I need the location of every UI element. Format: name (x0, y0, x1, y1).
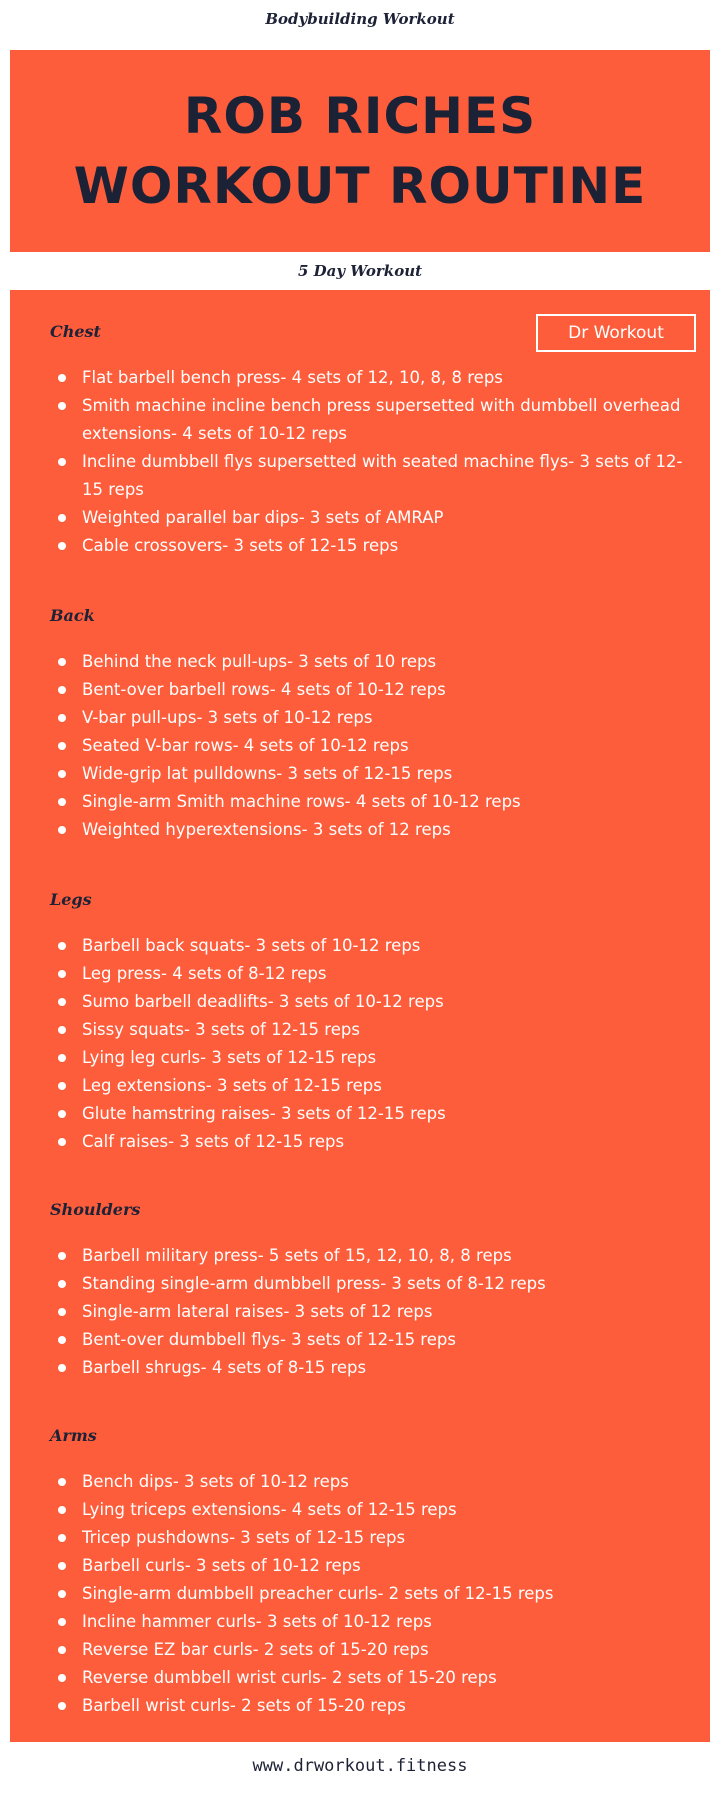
list-item (50, 1100, 690, 1128)
bullet-icon (58, 1534, 66, 1542)
exercise-list-chest (50, 364, 690, 560)
bullet-icon (58, 514, 66, 522)
section-heading-chest: Chest (50, 322, 101, 341)
section-heading-arms: Arms (50, 1426, 97, 1445)
list-item (50, 1072, 690, 1100)
list-item (50, 1692, 690, 1720)
section-heading-shoulders: Shoulders (50, 1200, 141, 1219)
bullet-icon (58, 942, 66, 950)
list-item (50, 364, 690, 392)
bullet-icon (58, 1590, 66, 1598)
exercise-list-back (50, 648, 690, 844)
list-item (50, 1354, 690, 1382)
list-item (50, 532, 690, 560)
bullet-icon (58, 714, 66, 722)
bullet-icon (58, 1280, 66, 1288)
list-item (50, 960, 690, 988)
bullet-icon (58, 1562, 66, 1570)
exercise-text: Single-arm dumbbell preacher curls- 2 sets of 12-15 reps (82, 1584, 554, 1603)
list-item (50, 732, 690, 760)
section-heading-legs: Legs (50, 890, 92, 909)
list-item (50, 704, 690, 732)
bullet-icon (58, 402, 66, 410)
bullet-icon (58, 1110, 66, 1118)
list-item (50, 676, 690, 704)
exercise-text: Bent-over barbell rows- 4 sets of 10-12 reps (82, 680, 446, 699)
title-banner (10, 50, 710, 252)
bullet-icon (58, 458, 66, 466)
list-item (50, 1496, 690, 1524)
list-item (50, 1636, 690, 1664)
exercise-list-arms (50, 1468, 690, 1720)
exercise-text: Incline dumbbell flys supersetted with seated machine flys- 3 sets of 12-15 reps (82, 452, 683, 499)
section-heading-back: Back (50, 606, 95, 625)
list-item (50, 1128, 690, 1156)
exercise-text: Lying leg curls- 3 sets of 12-15 reps (82, 1048, 377, 1067)
bullet-icon (58, 998, 66, 1006)
exercise-text: Smith machine incline bench press supersetted with dumbbell overhead extensions- 4 sets of 10-12 reps (82, 396, 681, 443)
exercise-text: Incline hammer curls- 3 sets of 10-12 reps (82, 1612, 432, 1631)
list-item (50, 788, 690, 816)
bullet-icon (58, 1506, 66, 1514)
exercise-text: Lying triceps extensions- 4 sets of 12-15 reps (82, 1500, 457, 1519)
list-item (50, 1270, 690, 1298)
footer-url[interactable]: www.drworkout.fitness (252, 1756, 468, 1776)
bullet-icon (58, 1702, 66, 1710)
exercise-text: Leg extensions- 3 sets of 12-15 reps (82, 1076, 382, 1095)
bullet-icon (58, 542, 66, 550)
list-item (50, 448, 690, 504)
exercise-text: Single-arm Smith machine rows- 4 sets of 10-12 reps (82, 792, 521, 811)
bullet-icon (58, 1026, 66, 1034)
bullet-icon (58, 1364, 66, 1372)
exercise-text: Weighted hyperextensions- 3 sets of 12 reps (82, 820, 451, 839)
exercise-text: Standing single-arm dumbbell press- 3 sets of 8-12 reps (82, 1274, 546, 1293)
exercise-text: V-bar pull-ups- 3 sets of 10-12 reps (82, 708, 373, 727)
list-item (50, 1242, 690, 1270)
exercise-text: Barbell wrist curls- 2 sets of 15-20 reps (82, 1696, 406, 1715)
exercise-text: Barbell curls- 3 sets of 10-12 reps (82, 1556, 361, 1575)
bullet-icon (58, 1138, 66, 1146)
exercise-text: Flat barbell bench press- 4 sets of 12, 10, 8, 8 reps (82, 368, 503, 387)
bullet-icon (58, 798, 66, 806)
sub-caption: 5 Day Workout (297, 262, 423, 280)
bullet-icon (58, 658, 66, 666)
list-item (50, 1298, 690, 1326)
list-item (50, 1016, 690, 1044)
list-item (50, 1326, 690, 1354)
exercise-list-shoulders (50, 1242, 690, 1382)
bullet-icon (58, 826, 66, 834)
bullet-icon (58, 1674, 66, 1682)
bullet-icon (58, 686, 66, 694)
title-line-2: WORKOUT ROUTINE (73, 157, 647, 215)
exercise-text: Behind the neck pull-ups- 3 sets of 10 reps (82, 652, 437, 671)
exercise-text: Barbell military press- 5 sets of 15, 12, 10, 8, 8 reps (82, 1246, 512, 1265)
exercise-text: Leg press- 4 sets of 8-12 reps (82, 964, 327, 983)
exercise-text: Bench dips- 3 sets of 10-12 reps (82, 1472, 349, 1491)
exercise-text: Barbell back squats- 3 sets of 10-12 reps (82, 936, 421, 955)
bullet-icon (58, 1082, 66, 1090)
exercise-text: Bent-over dumbbell flys- 3 sets of 12-15 reps (82, 1330, 456, 1349)
list-item (50, 760, 690, 788)
list-item (50, 1468, 690, 1496)
exercise-text: Calf raises- 3 sets of 12-15 reps (82, 1132, 345, 1151)
exercise-text: Weighted parallel bar dips- 3 sets of AMRAP (82, 508, 444, 527)
bullet-icon (58, 1618, 66, 1626)
exercise-list-legs (50, 932, 690, 1156)
exercise-text: Sumo barbell deadlifts- 3 sets of 10-12 reps (82, 992, 444, 1011)
exercise-text: Reverse EZ bar curls- 2 sets of 15-20 reps (82, 1640, 429, 1659)
bullet-icon (58, 742, 66, 750)
title-line-1: ROB RICHES (183, 87, 537, 145)
list-item (50, 932, 690, 960)
list-item (50, 1664, 690, 1692)
bullet-icon (58, 970, 66, 978)
exercise-text: Reverse dumbbell wrist curls- 2 sets of 15-20 reps (82, 1668, 497, 1687)
bullet-icon (58, 1054, 66, 1062)
list-item (50, 816, 690, 844)
exercise-text: Single-arm lateral raises- 3 sets of 12 reps (82, 1302, 433, 1321)
exercise-text: Glute hamstring raises- 3 sets of 12-15 reps (82, 1104, 446, 1123)
bullet-icon (58, 1646, 66, 1654)
list-item (50, 1580, 690, 1608)
list-item (50, 988, 690, 1016)
exercise-text: Seated V-bar rows- 4 sets of 10-12 reps (82, 736, 409, 755)
exercise-text: Barbell shrugs- 4 sets of 8-15 reps (82, 1358, 367, 1377)
bullet-icon (58, 1308, 66, 1316)
bullet-icon (58, 770, 66, 778)
list-item (50, 648, 690, 676)
top-caption: Bodybuilding Workout (265, 10, 455, 28)
list-item (50, 1524, 690, 1552)
list-item (50, 1552, 690, 1580)
list-item (50, 504, 690, 532)
exercise-text: Wide-grip lat pulldowns- 3 sets of 12-15 reps (82, 764, 453, 783)
bullet-icon (58, 374, 66, 382)
bullet-icon (58, 1336, 66, 1344)
bullet-icon (58, 1252, 66, 1260)
brand-badge: Dr Workout (536, 314, 696, 352)
list-item (50, 1044, 690, 1072)
exercise-text: Tricep pushdowns- 3 sets of 12-15 reps (82, 1528, 406, 1547)
bullet-icon (58, 1478, 66, 1486)
list-item (50, 392, 690, 448)
workout-panel (10, 290, 710, 1742)
list-item (50, 1608, 690, 1636)
exercise-text: Sissy squats- 3 sets of 12-15 reps (82, 1020, 360, 1039)
exercise-text: Cable crossovers- 3 sets of 12-15 reps (82, 536, 399, 555)
